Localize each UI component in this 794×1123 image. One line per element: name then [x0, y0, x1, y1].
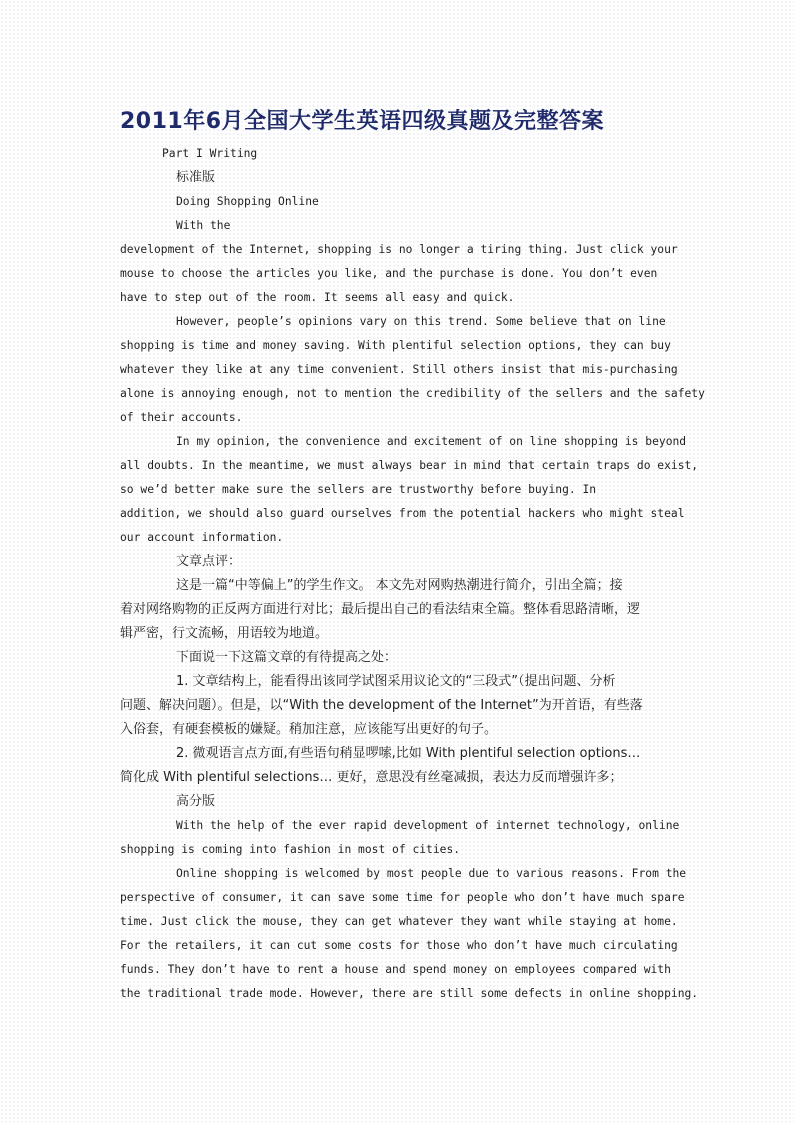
- text-line: 下面说一下这篇文章的有待提高之处：: [176, 650, 398, 665]
- text-line: shopping is coming into fashion in most of cities.: [120, 843, 461, 856]
- text-line: Online shopping is welcomed by most people due to various reasons. From the: [176, 867, 687, 880]
- text-line: funds. They don’t have to rent a house and spend money on employees compared with: [120, 963, 671, 976]
- document-title: 2011年6月全国大学生英语四级真题及完整答案: [120, 109, 605, 134]
- text-line: 这是一篇“中等偏上”的学生作文。 本文先对网购热潮进行简介，引出全篇；接: [176, 578, 623, 593]
- essay-title: Doing Shopping Online: [176, 195, 319, 208]
- text-line: of their accounts.: [120, 411, 243, 424]
- text-line: perspective of consumer, it can save some time for people who don’t have much spare: [120, 891, 685, 904]
- document-body: [120, 142, 710, 1006]
- text-line: addition, we should also guard ourselves from the potential hackers who might steal: [120, 507, 685, 520]
- text-line: 辑严密，行文流畅，用语较为地道。: [120, 626, 329, 641]
- version-label: 标准版: [176, 170, 216, 185]
- comment-heading: 文章点评：: [176, 554, 242, 569]
- text-line: shopping is time and money saving. With plentiful selection options, they can buy: [120, 339, 671, 352]
- text-line: With the help of the ever rapid development of internet technology, online: [176, 819, 680, 832]
- text-line: alone is annoying enough, not to mention the credibility of the sellers and the safety: [120, 387, 705, 400]
- text-line: development of the Internet, shopping is no longer a tiring thing. Just click your: [120, 243, 678, 256]
- text-line: 入俗套，有硬套模板的嫌疑。稍加注意，应该能写出更好的句子。: [120, 722, 498, 737]
- section-heading: Part I Writing: [162, 147, 258, 160]
- text-line: mouse to choose the articles you like, and the purchase is done. You don’t even: [120, 267, 658, 280]
- version-label: 高分版: [176, 794, 216, 809]
- text-line: time. Just click the mouse, they can get whatever they want while staying at home.: [120, 915, 678, 928]
- text-line: 1. 文章结构上，能看得出该同学试图采用议论文的“三段式”（提出问题、分析: [176, 674, 616, 689]
- text-line: 问题、解决问题）。但是，以“With the development of the Internet”为开首语，有些落: [120, 698, 643, 713]
- text-line: all doubts. In the meantime, we must always bear in mind that certain traps do exist,: [120, 459, 699, 472]
- text-line: whatever they like at any time convenient. Still others insist that mis-purchasing: [120, 363, 678, 376]
- text-line: our account information.: [120, 531, 284, 544]
- text-line: have to step out of the room. It seems all easy and quick.: [120, 291, 515, 304]
- text-line: so we’d better make sure the sellers are trustworthy before buying. In: [120, 483, 597, 496]
- text-line: 2. 微观语言点方面,有些语句稍显啰嗦,比如 With plentiful selection options…: [176, 746, 641, 761]
- text-line: the traditional trade mode. However, there are still some defects in online shopping.: [120, 987, 699, 1000]
- text-line: With the: [176, 219, 231, 232]
- text-line: In my opinion, the convenience and excitement of on line shopping is beyond: [176, 435, 687, 448]
- text-line: However, people’s opinions vary on this trend. Some believe that on line: [176, 315, 666, 328]
- text-line: 简化成 With plentiful selections… 更好，意思没有丝毫减损，表达力反而增强许多；: [120, 770, 623, 785]
- text-line: For the retailers, it can cut some costs for those who don’t have much circulating: [120, 939, 678, 952]
- text-line: 着对网络购物的正反两方面进行对比；最后提出自己的看法结束全篇。整体看思路清晰，逻: [120, 602, 641, 617]
